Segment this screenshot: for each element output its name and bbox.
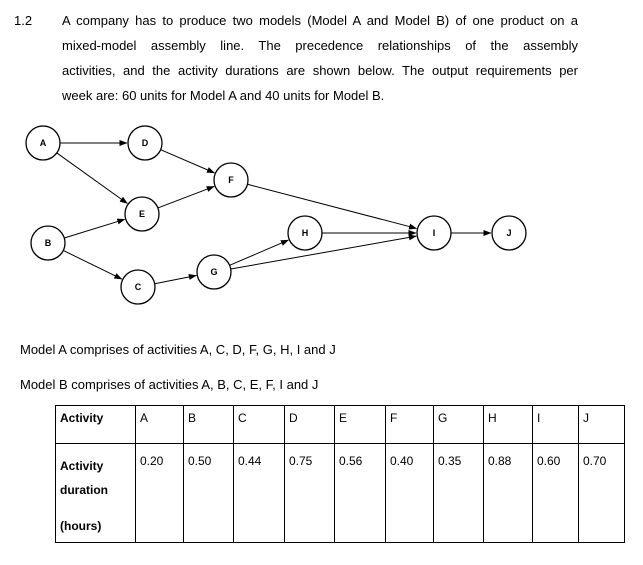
node-h [288,216,322,250]
node-c [121,270,155,304]
activity-cell: A [136,406,184,444]
node-label: J [506,228,512,238]
activity-cell: C [234,406,285,444]
duration-cell: 0.60 [533,444,579,543]
activity-cell: F [386,406,434,444]
node-j [492,216,526,250]
arrow-f-to-i [247,184,416,228]
question-number: 1.2 [14,13,33,28]
activity-nodes [26,126,526,304]
node-label: D [141,138,149,148]
node-label: I [432,228,436,238]
model-b-description: Model B comprises of activities A, B, C, E, F, I and J [20,377,319,392]
activity-cell: B [184,406,234,444]
node-a [26,126,60,160]
duration-cell: 0.44 [234,444,285,543]
arrow-b-to-e [64,219,125,238]
activity-cell: J [579,406,625,444]
node-label: E [138,209,146,219]
node-g [197,255,231,289]
node-label: G [210,267,218,277]
node-label: A [39,138,47,148]
intro-line-1: A company has to produce two models (Model A and Model B) of one product on a [62,13,578,28]
arrow-c-to-g [155,275,197,283]
duration-cell: 0.56 [335,444,386,543]
intro-line-3: activities, and the activity durations are shown below. The output requirements per [62,63,578,78]
arrow-e-to-f [158,186,214,208]
arrow-b-to-c [63,250,122,279]
arrow-d-to-f [161,150,215,173]
node-e [125,197,159,231]
activity-row-label: Activity [56,406,136,444]
node-label: C [134,282,142,292]
duration-label-line-1: Activity [60,459,104,473]
node-label: F [228,175,234,185]
activity-cell: G [434,406,484,444]
duration-label-line-3: (hours) [60,519,102,533]
activity-row [56,406,625,444]
activity-cell: H [484,406,533,444]
node-f [214,163,248,197]
node-label: H [301,228,309,238]
activity-duration-table [55,405,625,543]
node-d [128,126,162,160]
duration-cell: 0.88 [484,444,533,543]
intro-line-4: week are: 60 units for Model A and 40 units for Model B. [62,88,385,103]
activity-cell: D [285,406,335,444]
node-label: B [44,238,52,248]
activity-cell: E [335,406,386,444]
duration-cell: 0.70 [579,444,625,543]
intro-line-2: mixed-model assembly line. The precedence relationships of the assembly [62,38,578,53]
arrow-a-to-e [57,153,128,204]
activity-cell: I [533,406,579,444]
duration-row-label [56,444,136,543]
duration-cell: 0.75 [285,444,335,543]
duration-cell: 0.40 [386,444,434,543]
model-a-description: Model A comprises of activities A, C, D, F, G, H, I and J [20,342,336,357]
arrow-g-to-h [230,240,289,265]
node-i [417,216,451,250]
duration-label-line-2: duration [60,483,108,497]
duration-row [56,444,625,543]
duration-cell: 0.20 [136,444,184,543]
duration-cell: 0.50 [184,444,234,543]
precedence-arrows [57,143,491,284]
node-b [31,226,65,260]
duration-cell: 0.35 [434,444,484,543]
